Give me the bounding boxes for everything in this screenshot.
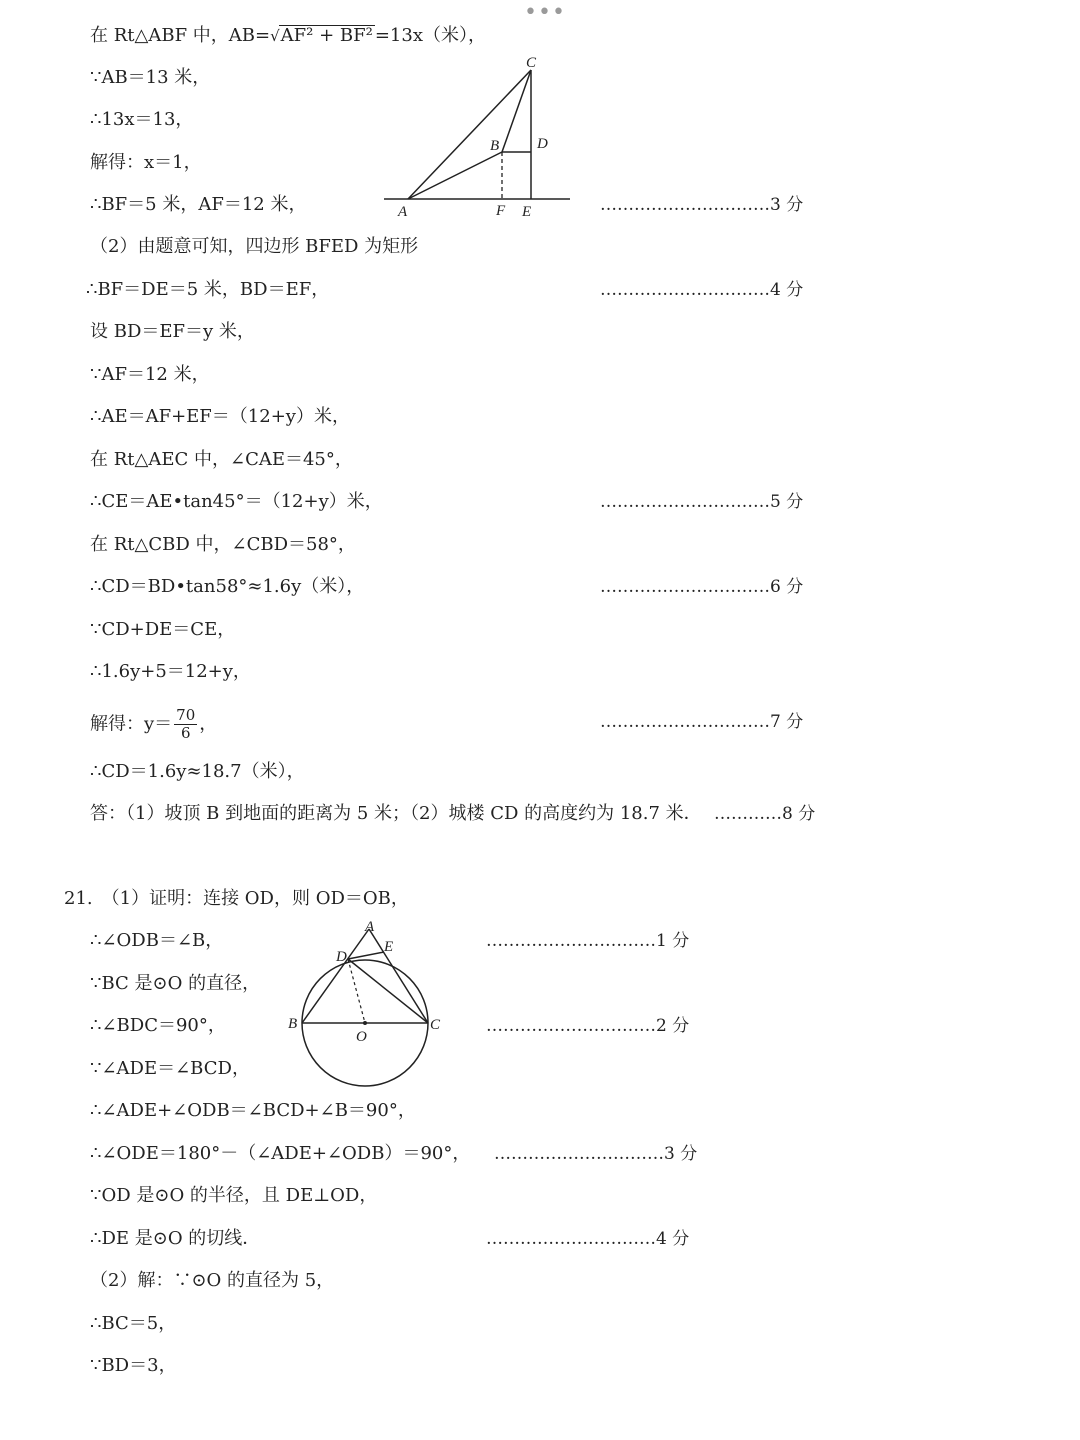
label-C: C bbox=[526, 55, 537, 71]
segment-DC bbox=[348, 959, 428, 1023]
label-E: E bbox=[522, 204, 532, 220]
solution-line: 解得：y＝ $\frac{70}{6}$ ， bbox=[90, 706, 218, 742]
label-A: A bbox=[365, 919, 375, 935]
solution-line: ∴∠BDC＝90°， bbox=[90, 1015, 226, 1036]
score-marker: …………………………5 分 bbox=[600, 492, 804, 512]
score-marker: …………………………7 分 bbox=[600, 712, 804, 732]
solution-line: ∴CD＝1.6y≈18.7（米）， bbox=[90, 761, 305, 782]
solution-line: ∴AE＝AF+EF＝（12+y）米， bbox=[90, 406, 350, 427]
solution-line: ∵OD 是⊙O 的半径，且 DE⊥OD， bbox=[90, 1185, 378, 1206]
segment-AB bbox=[408, 152, 502, 199]
solution-line: 21. （1）证明：连接 OD，则 OD＝OB， bbox=[64, 888, 409, 909]
solution-line: ∵AB＝13 米， bbox=[90, 67, 211, 88]
segment-BA bbox=[302, 929, 369, 1023]
segment-AC bbox=[408, 70, 531, 199]
solution-line: 在 Rt△CBD 中，∠CBD＝58°， bbox=[90, 534, 356, 555]
score-marker: …………………………2 分 bbox=[486, 1016, 690, 1036]
solution-line: 在 Rt△AEC 中，∠CAE＝45°， bbox=[90, 449, 353, 470]
score-marker: …………8 分 bbox=[714, 804, 816, 824]
score-marker: …………………………1 分 bbox=[486, 931, 690, 951]
solution-line: ∴DE 是⊙O 的切线． bbox=[90, 1228, 261, 1249]
solution-line: ∵∠ADE＝∠BCD， bbox=[90, 1058, 250, 1079]
segment-DE bbox=[348, 952, 384, 959]
solution-line: ∵BC 是⊙O 的直径， bbox=[90, 973, 261, 994]
solution-line: ∵CD+DE＝CE， bbox=[90, 619, 236, 640]
label-B: B bbox=[490, 138, 500, 154]
solution-line: ∵AF＝12 米， bbox=[90, 364, 210, 385]
circle-tangent-figure bbox=[284, 914, 454, 1090]
score-marker: …………………………4 分 bbox=[600, 280, 804, 300]
score-marker: …………………………6 分 bbox=[600, 577, 804, 597]
solution-line: ∴CD＝BD•tan58°≈1.6y（米）， bbox=[90, 576, 365, 597]
solution-line: ∴BF＝DE＝5 米，BD＝EF， bbox=[86, 279, 330, 300]
solution-line: ∴∠ADE+∠ODB＝∠BCD+∠B＝90°， bbox=[90, 1100, 416, 1121]
solution-line: 设 BD＝EF＝y 米， bbox=[90, 321, 255, 342]
solution-line: （2）解：∵⊙O 的直径为 5， bbox=[90, 1270, 335, 1291]
label-A: A bbox=[398, 204, 408, 220]
solution-line: ∴∠ODB＝∠B， bbox=[90, 930, 224, 951]
label-D: D bbox=[537, 136, 548, 152]
slope-tower-figure bbox=[380, 52, 580, 222]
solution-line: 解得：x＝1， bbox=[90, 152, 202, 173]
segment-AC bbox=[369, 929, 428, 1023]
label-C: C bbox=[430, 1017, 441, 1033]
answer-line: 答：（1）坡顶 B 到地面的距离为 5 米；（2）城楼 CD 的高度约为 18.7 米． bbox=[90, 803, 702, 824]
center-point-O bbox=[363, 1021, 367, 1025]
solution-line: ∴BC＝5， bbox=[90, 1313, 177, 1334]
solution-line: ∴BF＝5 米，AF＝12 米， bbox=[90, 194, 307, 215]
label-B: B bbox=[288, 1016, 298, 1032]
solution-line: ∴13x＝13， bbox=[90, 109, 194, 130]
solution-line: 在 Rt△ABF 中，AB=√AF² + BF² =13x（米）， bbox=[90, 25, 486, 46]
solution-line: （2）由题意可知，四边形 BFED 为矩形 bbox=[90, 236, 419, 257]
label-E: E bbox=[384, 939, 394, 955]
score-marker: …………………………3 分 bbox=[600, 195, 804, 215]
score-marker: …………………………3 分 bbox=[494, 1144, 698, 1164]
solution-line: ∴∠ODE＝180°－（∠ADE+∠ODB）＝90°， bbox=[90, 1143, 471, 1164]
solution-line: ∴CE＝AE•tan45°＝（12+y）米， bbox=[90, 491, 383, 512]
label-D: D bbox=[336, 949, 347, 965]
label-O: O bbox=[356, 1029, 367, 1045]
solution-line: ∴1.6y+5＝12+y， bbox=[90, 661, 251, 682]
more-options-icon[interactable]: ••• bbox=[524, 0, 566, 25]
solution-line: ∵BD＝3， bbox=[90, 1355, 177, 1376]
fraction: $\frac{70}{6}$ bbox=[176, 706, 196, 742]
label-F: F bbox=[496, 203, 506, 219]
segment-BC bbox=[502, 70, 531, 152]
sqrt-expression: AF² + BF² bbox=[280, 25, 373, 46]
segment-OD-dashed bbox=[348, 959, 365, 1023]
score-marker: …………………………4 分 bbox=[486, 1229, 690, 1249]
